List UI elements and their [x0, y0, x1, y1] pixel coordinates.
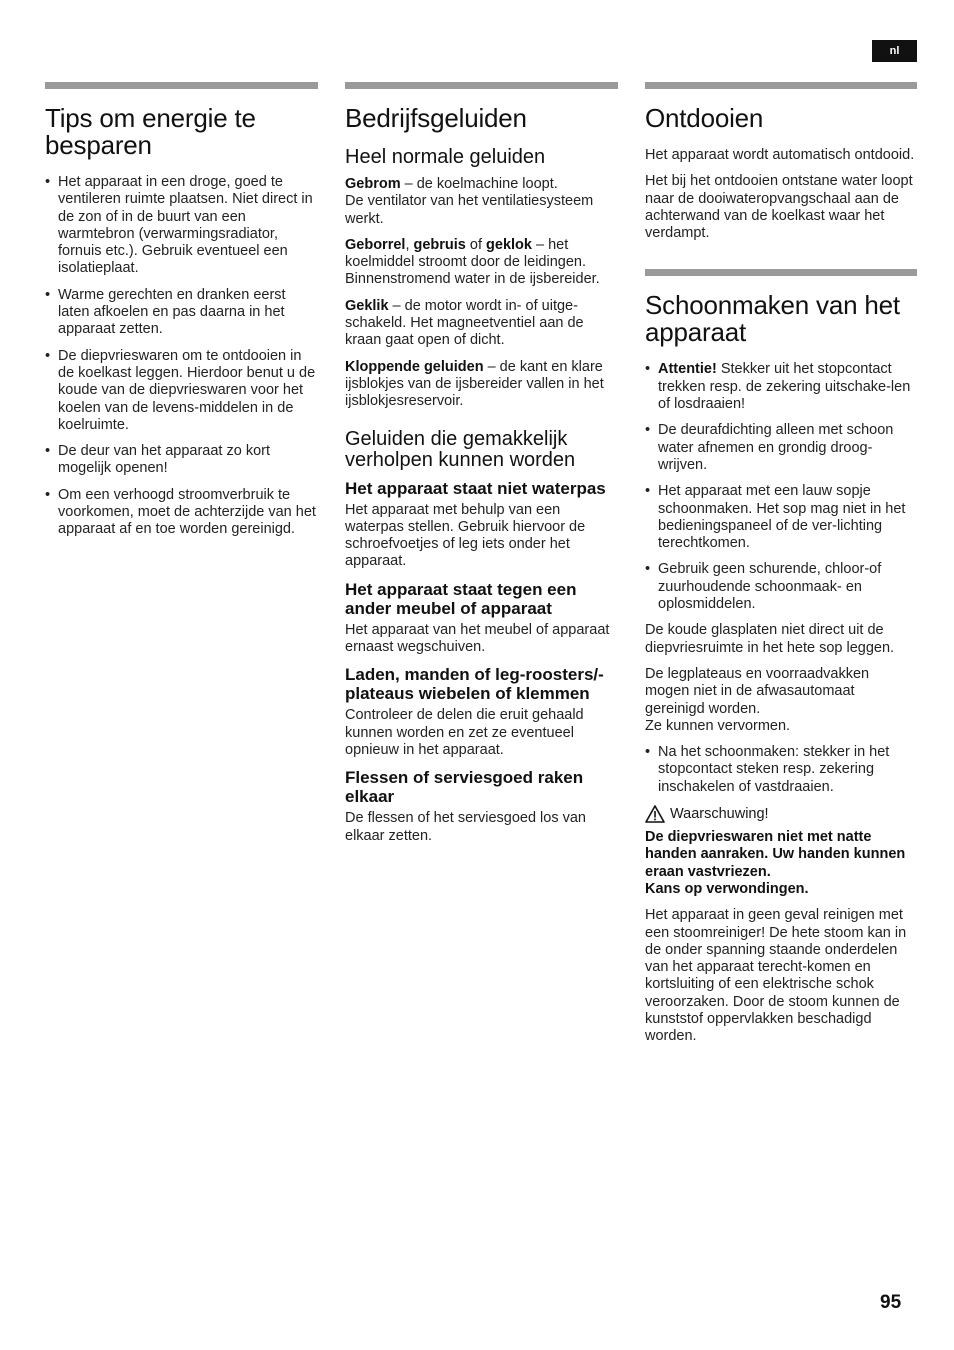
- defrost-text: Het apparaat wordt automatisch ontdooid.: [645, 147, 915, 163]
- warning-text: Het apparaat in geen geval reinigen met een stoomreiniger! De hete stoom kan in de onder spanning staande onderdelen van het apparaat terecht-komen en kortsluiting of een elektrische schok veroorzaken. Door de stoom kunnen de kunststof oppervlakken beschadigd worden.: [645, 907, 907, 1045]
- fixable-item-text: Het apparaat van het meubel of apparaat ernaast wegschuiven.: [345, 621, 610, 656]
- list-item: • De deur van het apparaat zo kort mogelijk openen!: [45, 443, 318, 478]
- fixable-item-heading: Laden, manden of leg-roosters/-plateaus wiebelen of klemmen: [345, 665, 604, 704]
- defrost-text: Het bij het ontdooien ontstane water loopt naar de dooiwateropvangschaal aan de achterwand van de koelkast waar het verdampt.: [645, 173, 913, 242]
- normal-noises-heading: Heel normale geluiden: [345, 146, 546, 168]
- energy-tips-title: Tips om energie te besparen: [45, 103, 256, 160]
- section-divider: [345, 82, 618, 89]
- noise-term: Kloppende geluiden: [345, 358, 484, 375]
- warning-label: Waarschuwing!: [670, 806, 769, 823]
- list-item: • De deurafdichting alleen met schoon water afnemen en grondig droog-wrijven.: [645, 422, 917, 474]
- cleaning-text-line: De legplateaus en voorraadvakken mogen niet in de afwasautomaat gereinigd worden.: [645, 665, 870, 717]
- noise-description: De ventilator van het ventilatiesysteem werkt.: [345, 193, 594, 227]
- noise-description: – het koelmiddel stroomt door de leidingen. Binnenstromend water in de ijsbereider.: [345, 236, 600, 288]
- section-divider: [45, 82, 318, 89]
- warning-bold-text: [645, 829, 917, 898]
- fixable-item-heading: Het apparaat staat niet waterpas: [345, 478, 606, 498]
- noise-clicking: [345, 298, 618, 350]
- noise-knocking: [345, 359, 618, 411]
- list-item-text: Stekker uit het stopcontact trekken resp. de zekering uitschake-len of losdraaien!: [658, 361, 911, 413]
- cleaning-list: [645, 361, 917, 613]
- attention-label: Attentie!: [658, 361, 717, 378]
- defrost-and-cleaning-column: [645, 82, 917, 1055]
- list-item: [645, 361, 917, 413]
- warning-bold-line: De diepvrieswaren niet met natte handen aanraken. Uw handen kunnen eraan vastvriezen.: [645, 829, 906, 880]
- list-item: • Na het schoonmaken: stekker in het stopcontact steken resp. zekering inschakelen of vastdraaien.: [645, 744, 917, 796]
- noise-humming: [345, 176, 618, 228]
- cleaning-text: [645, 666, 917, 735]
- noise-separator: of: [465, 236, 487, 253]
- noise-term: Geborrel: [345, 236, 406, 253]
- noise-description: – de koelmachine loopt.: [400, 176, 558, 192]
- cleaning-text-line: Ze kunnen vervormen.: [645, 717, 791, 734]
- noise-bubbling: [345, 237, 618, 289]
- warning-bold-line: Kans op verwondingen.: [645, 880, 809, 897]
- fixable-item-heading: Het apparaat staat tegen een ander meubel of apparaat: [345, 579, 577, 618]
- language-badge: nl: [872, 40, 917, 62]
- list-item: • Warme gerechten en dranken eerst laten afkoelen en pas daarna in het apparaat zetten.: [45, 287, 318, 339]
- noise-term: gebruis: [413, 236, 466, 253]
- noise-description: – de kant en klare ijsblokjes van de ijsbereider vallen in het ijsblokjesreservoir.: [345, 358, 604, 410]
- noise-term: Geklik: [345, 297, 389, 314]
- fixable-item-text: De flessen of het serviesgoed los van elkaar zetten.: [345, 810, 586, 844]
- page-number: 95: [880, 1292, 902, 1313]
- list-item: • Om een verhoogd stroomverbruik te voorkomen, moet de achterzijde van het apparaat af en toe worden gereinigd.: [45, 487, 318, 539]
- defrost-title: Ontdooien: [645, 103, 764, 133]
- noise-term: geklok: [486, 236, 532, 253]
- section-divider: [645, 82, 917, 89]
- warning-header: [645, 805, 917, 823]
- fixable-item-text: Controleer de delen die eruit gehaald kunnen worden en zet ze eventueel opnieuw in het apparaat.: [345, 707, 584, 758]
- operating-noises-title: Bedrijfsgeluiden: [345, 103, 527, 133]
- cleaning-title: Schoonmaken van het apparaat: [645, 290, 900, 348]
- energy-tips-list: [45, 174, 318, 539]
- noise-term: Gebrom: [345, 176, 401, 192]
- fixable-item-text: Het apparaat met behulp van een waterpas stellen. Gebruik hiervoor de schroefvoetjes of leg iets onder het apparaat.: [345, 501, 586, 570]
- noise-description: – de motor wordt in- of uitge-schakeld. Het magneetventiel aan de kraan gaat open of dicht.: [345, 297, 584, 349]
- noise-separator: ,: [405, 236, 414, 253]
- cleaning-text: De koude glasplaten niet direct uit de diepvriesruimte in het hete sop leggen.: [645, 622, 895, 656]
- section-divider: [645, 269, 917, 276]
- list-item: • De diepvrieswaren om te ontdooien in de koelkast leggen. Hierdoor benut u de koude van de diepvrieswaren voor het koelen van de levens-middelen in de koelruimte.: [45, 348, 318, 434]
- list-item: • Gebruik geen schurende, chloor-of zuurhoudende schoonmaak- en oplosmiddelen.: [645, 561, 917, 613]
- fixable-item-heading: Flessen of serviesgoed raken elkaar: [345, 768, 584, 807]
- list-item: • Het apparaat met een lauw sopje schoonmaken. Het sop mag niet in het bedieningspaneel of de ver-lichting terechtkomen.: [645, 483, 917, 552]
- energy-tips-column: [45, 82, 318, 548]
- cleaning-list: [645, 744, 917, 796]
- operating-noises-column: [345, 82, 618, 854]
- warning-triangle-icon: [645, 805, 665, 823]
- fixable-noises-heading: Geluiden die gemakkelijk verholpen kunnen worden: [345, 427, 576, 471]
- list-item: • Het apparaat in een droge, goed te ventileren ruimte plaatsen. Niet direct in de zon of in de buurt van een warmtebron (verwarmingsradiator, fornuis etc.). Gebruik eventueel een isolatieplaat.: [45, 174, 318, 278]
